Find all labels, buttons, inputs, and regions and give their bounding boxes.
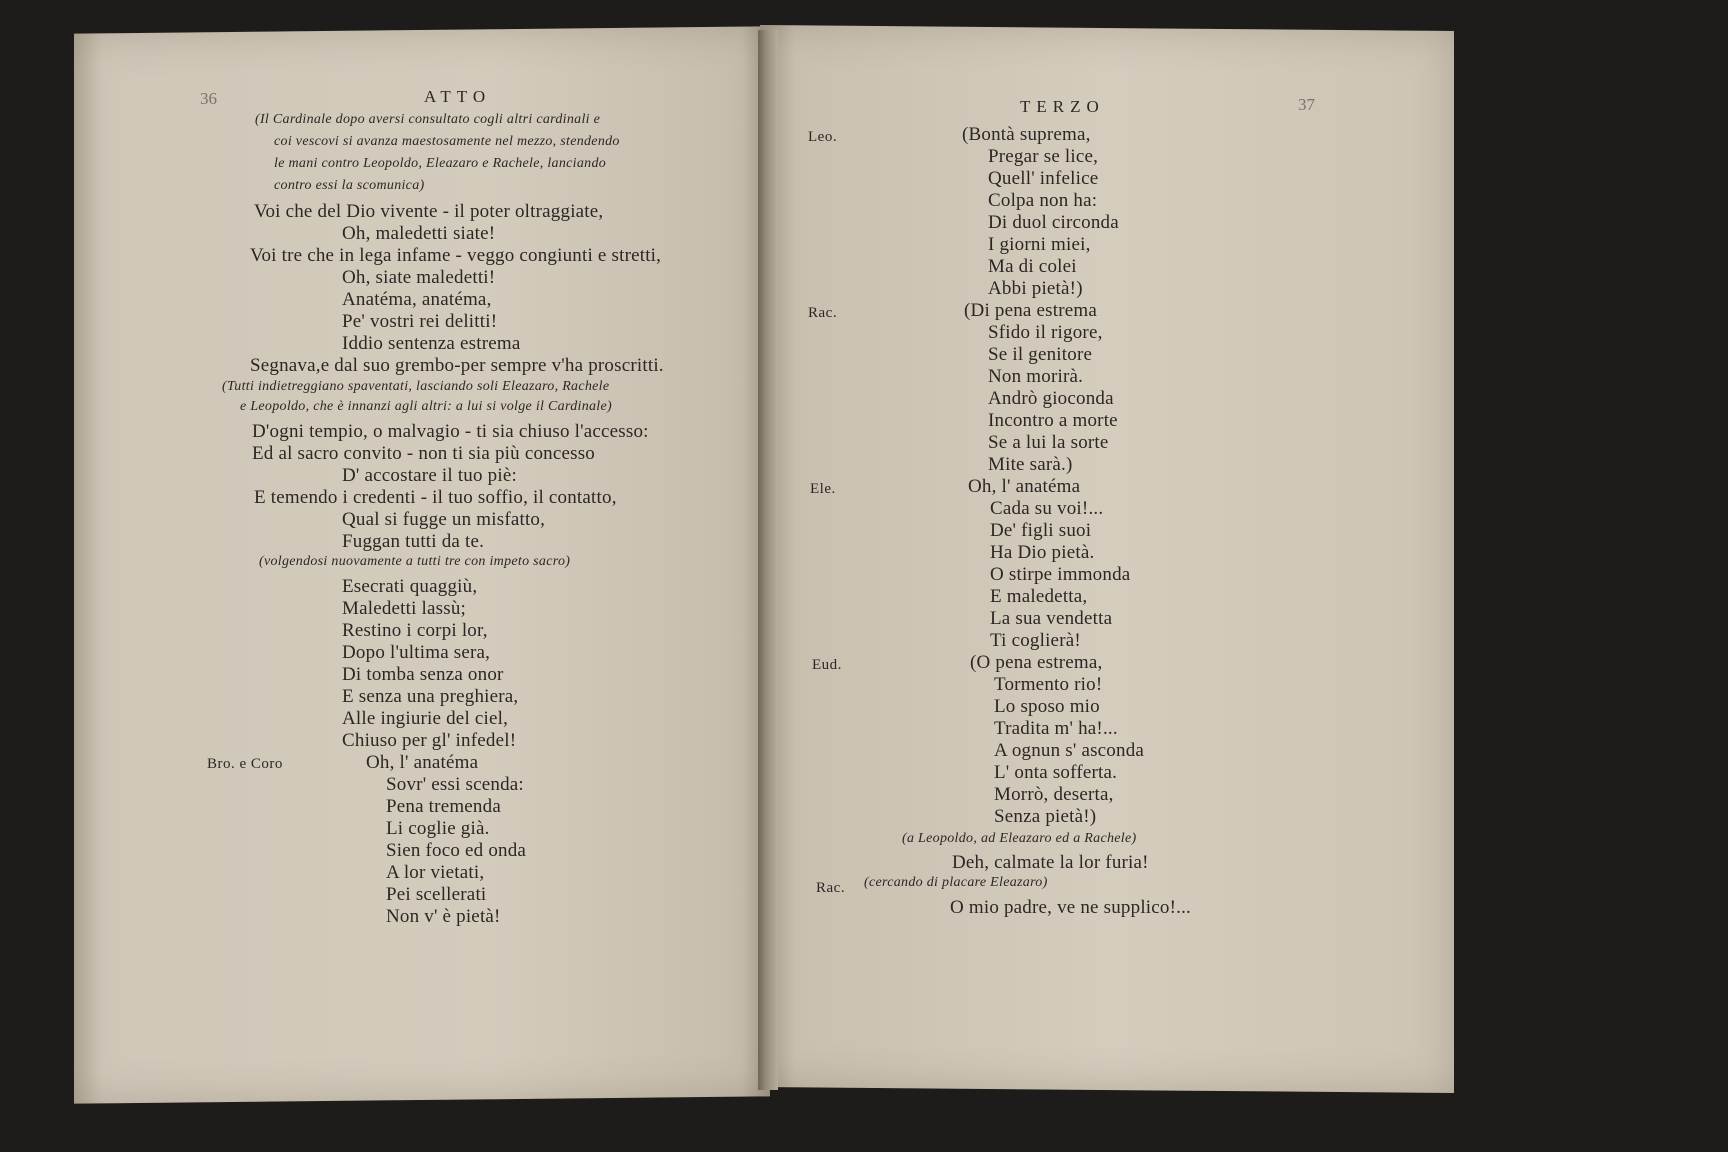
- verse-line: D'ogni tempio, o malvagio - ti sia chiuso l'accesso:: [252, 421, 649, 442]
- verse-line: Oh, l' anatéma: [366, 752, 479, 773]
- verse-line: A ognun s' asconda: [994, 740, 1145, 761]
- verse-line: De' figli suoi: [990, 520, 1092, 541]
- verse-line: Li coglie già.: [386, 818, 490, 839]
- verse-line: L' onta sofferta.: [994, 762, 1118, 783]
- verse-line: Andrò gioconda: [988, 388, 1114, 409]
- stage-direction-line: coi vescovi si avanza maestosamente nel mezzo, stendendo: [274, 134, 620, 149]
- left-page-number: 36: [200, 89, 217, 108]
- stage-direction-line: e Leopoldo, che è innanzi agli altri: a lui si volge il Cardinale): [240, 399, 612, 414]
- verse-line: Voi tre che in lega infame - veggo congiunti e stretti,: [250, 245, 662, 266]
- verse-line: Esecrati quaggiù,: [342, 576, 478, 597]
- left-page-header: ATTO: [424, 87, 492, 106]
- stage-direction-line: le mani contro Leopoldo, Eleazaro e Rachele, lanciando: [274, 156, 607, 171]
- verse-line: O stirpe immonda: [990, 564, 1131, 585]
- verse-line: Ed al sacro convito - non ti sia più concesso: [252, 443, 596, 464]
- right-page-header: TERZO: [1020, 97, 1105, 116]
- verse-line: Alle ingiurie del ciel,: [342, 708, 509, 729]
- verse-line: Non morirà.: [988, 366, 1084, 387]
- verse-line: Pe' vostri rei delitti!: [342, 311, 498, 332]
- verse-line: I giorni miei,: [988, 234, 1091, 255]
- verse-line: Di tomba senza onor: [342, 664, 504, 685]
- verse-line: Iddio sentenza estrema: [342, 333, 521, 354]
- verse-line: Ma di colei: [988, 256, 1077, 277]
- verse-line: E senza una preghiera,: [342, 686, 519, 707]
- speaker-label: Rac.: [808, 305, 838, 321]
- stage-direction-line: (Il Cardinale dopo aversi consultato cogli altri cardinali e: [255, 112, 601, 127]
- speaker-label: Ele.: [810, 481, 836, 497]
- verse-line: Non v' è pietà!: [386, 906, 501, 927]
- verse-line: (O pena estrema,: [970, 652, 1103, 673]
- verse-line: Chiuso per gl' infedel!: [342, 730, 517, 751]
- verse-line: Senza pietà!): [994, 806, 1097, 827]
- verse-line: Maledetti lassù;: [342, 598, 467, 619]
- stage-direction-line: contro essi la scomunica): [274, 178, 425, 193]
- verse-line: Quell' infelice: [988, 168, 1099, 189]
- verse-line: Oh, l' anatéma: [968, 476, 1081, 497]
- stage-direction-line: (Tutti indietreggiano spaventati, lasciando soli Eleazaro, Rachele: [222, 379, 610, 394]
- verse-line: Pena tremenda: [386, 796, 501, 817]
- stage-direction-line: (cercando di placare Eleazaro): [864, 875, 1048, 890]
- speaker-label: Leo.: [808, 129, 838, 145]
- verse-line: Voi che del Dio vivente - il poter oltraggiate,: [254, 201, 604, 222]
- verse-line: Deh, calmate la lor furia!: [952, 852, 1149, 873]
- verse-line: Colpa non ha:: [988, 190, 1098, 211]
- verse-line: Pregar se lice,: [988, 146, 1099, 167]
- book-gutter: [758, 30, 778, 1090]
- verse-line: Cada su voi!...: [990, 498, 1104, 519]
- verse-line: Ha Dio pietà.: [990, 542, 1095, 563]
- verse-line: (Bontà suprema,: [962, 124, 1091, 145]
- verse-line: Qual si fugge un misfatto,: [342, 509, 546, 530]
- verse-line: Sien foco ed onda: [386, 840, 527, 861]
- verse-line: Mite sarà.): [988, 454, 1073, 475]
- right-page-number: 37: [1298, 95, 1315, 114]
- stage-direction-line: (a Leopoldo, ad Eleazaro ed a Rachele): [902, 831, 1137, 846]
- verse-line: Tormento rio!: [994, 674, 1103, 695]
- stage-direction-line: (volgendosi nuovamente a tutti tre con impeto sacro): [259, 554, 571, 569]
- speaker-label: Rac.: [816, 880, 846, 896]
- verse-line: Tradita m' ha!...: [994, 718, 1118, 739]
- verse-line: D' accostare il tuo piè:: [342, 465, 517, 486]
- verse-line: Pei scellerati: [386, 884, 487, 905]
- verse-line: Lo sposo mio: [994, 696, 1100, 717]
- verse-line: Morrò, deserta,: [994, 784, 1114, 805]
- verse-line: O mio padre, ve ne supplico!...: [950, 897, 1192, 918]
- verse-line: Se a lui la sorte: [988, 432, 1109, 453]
- verse-line: Abbi pietà!): [988, 278, 1083, 299]
- verse-line: A lor vietati,: [386, 862, 485, 883]
- verse-line: Incontro a morte: [988, 410, 1118, 431]
- speaker-label: Bro. e Coro: [207, 756, 283, 772]
- verse-line: Anatéma, anatéma,: [342, 289, 492, 310]
- verse-line: Ti coglierà!: [990, 630, 1081, 651]
- verse-line: E maledetta,: [990, 586, 1088, 607]
- speaker-label: Eud.: [812, 657, 842, 673]
- verse-line: Di duol circonda: [988, 212, 1119, 233]
- verse-line: La sua vendetta: [990, 608, 1113, 629]
- verse-line: Dopo l'ultima sera,: [342, 642, 491, 663]
- verse-line: Segnava,e dal suo grembo-per sempre v'ha proscritti.: [250, 355, 664, 376]
- verse-line: Fuggan tutti da te.: [342, 531, 485, 552]
- verse-line: Sfido il rigore,: [988, 322, 1103, 343]
- verse-line: Se il genitore: [988, 344, 1093, 365]
- verse-line: (Di pena estrema: [964, 300, 1097, 321]
- right-page: [760, 25, 1454, 1093]
- verse-line: Oh, maledetti siate!: [342, 223, 496, 244]
- verse-line: E temendo i credenti - il tuo soffio, il contatto,: [254, 487, 617, 508]
- verse-line: Restino i corpi lor,: [342, 620, 488, 641]
- verse-line: Oh, siate maledetti!: [342, 267, 496, 288]
- verse-line: Sovr' essi scenda:: [386, 774, 524, 795]
